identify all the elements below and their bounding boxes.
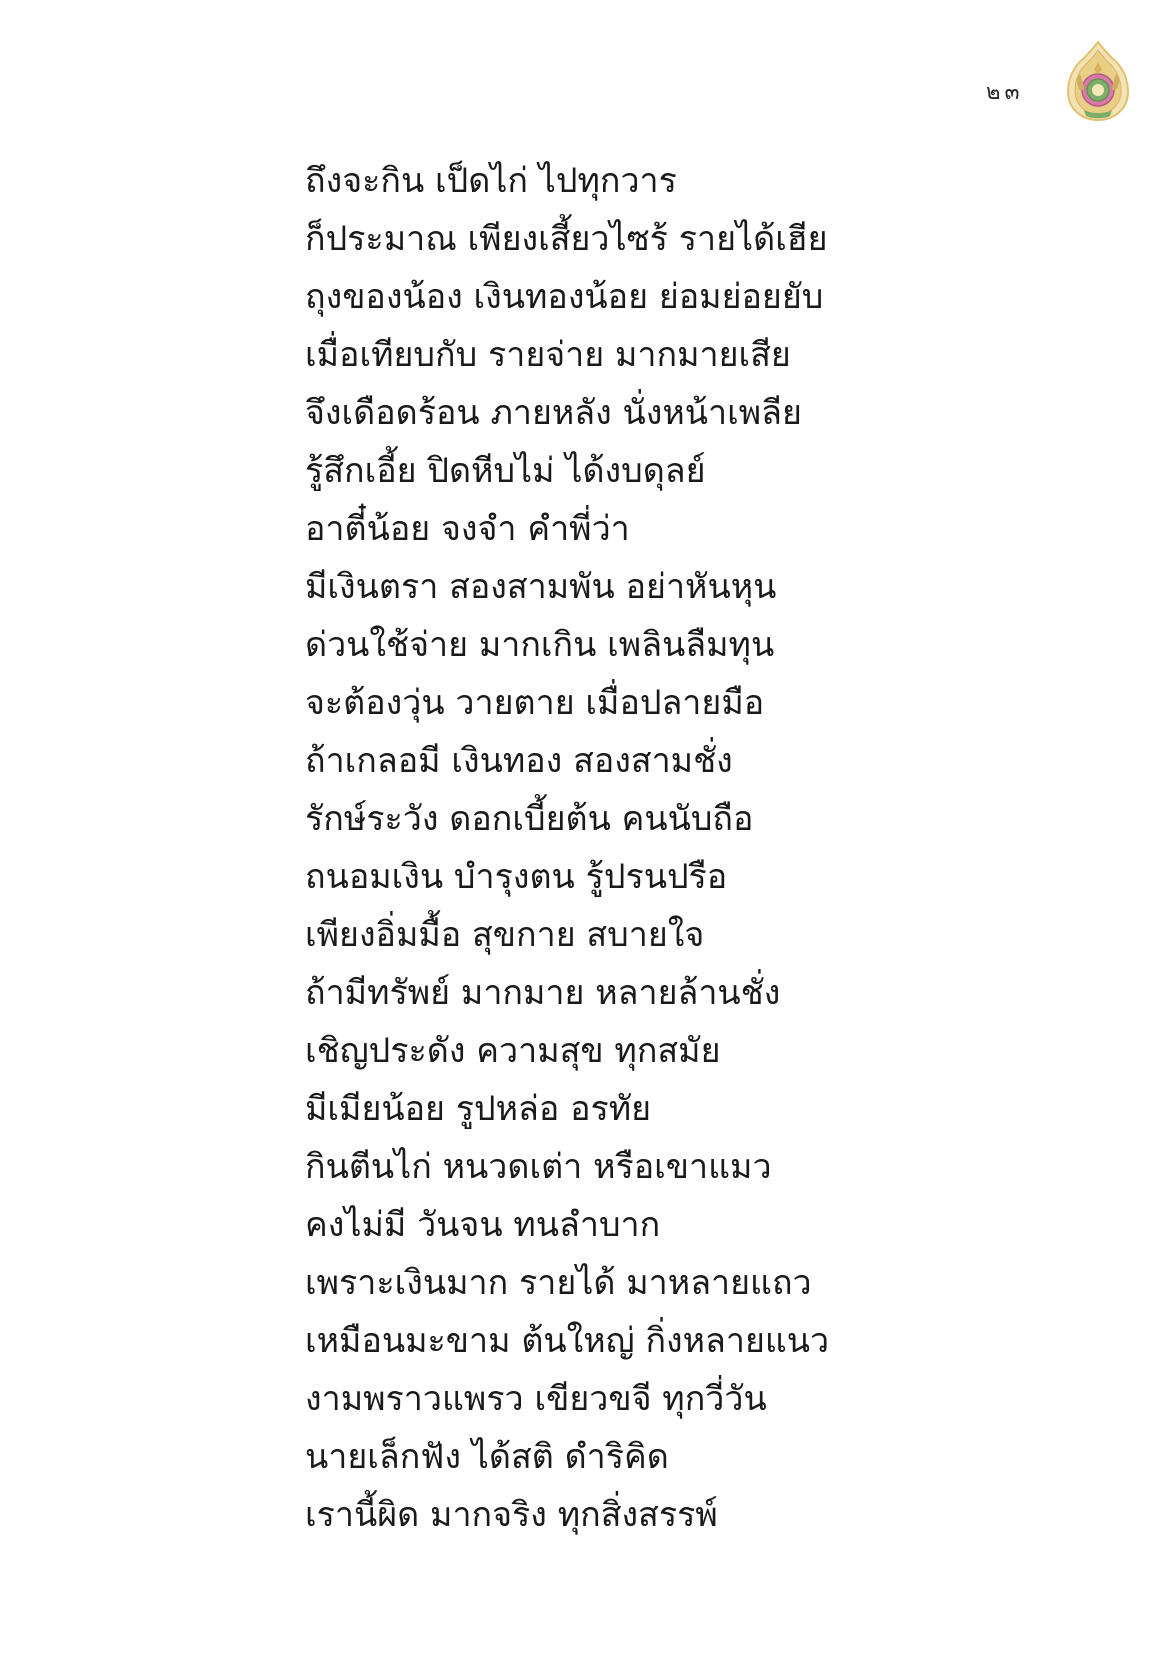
poem-line: เมื่อเทียบกับ รายจ่าย มากมายเสีย xyxy=(305,335,791,375)
poem-line: มีเมียน้อย รูปหล่อ อรทัย xyxy=(305,1089,652,1129)
poem-line: ถ้าเกลอมี เงินทอง สองสามชั่ง xyxy=(305,741,733,781)
poem-line: ถนอมเงิน บำรุงตน รู้ปรนปรือ xyxy=(305,857,728,897)
poem-line: เพราะเงินมาก รายได้ มาหลายแถว xyxy=(305,1263,812,1303)
emblem-seal-icon xyxy=(1062,40,1134,122)
poem-body xyxy=(305,152,829,1544)
poem-line: นายเล็กฟัง ได้สติ ดำริคิด xyxy=(305,1437,669,1477)
poem-line: ถุงของน้อง เงินทองน้อย ย่อมย่อยยับ xyxy=(305,277,824,317)
poem-line: รู้สึกเอี้ย ปิดหีบไม่ ได้งบดุลย์ xyxy=(305,451,706,491)
poem-line: เหมือนมะขาม ต้นใหญ่ กิ่งหลายแนว xyxy=(305,1321,830,1361)
poem-line: จะต้องวุ่น วายตาย เมื่อปลายมือ xyxy=(305,683,765,723)
poem-line: มีเงินตรา สองสามพัน อย่าหันหุน xyxy=(305,567,777,607)
poem-line: เพียงอิ่มมื้อ สุขกาย สบายใจ xyxy=(305,915,705,955)
poem-line: เชิญประดัง ความสุข ทุกสมัย xyxy=(305,1031,721,1071)
poem-line: ก็ประมาณ เพียงเสี้ยวไซร้ รายได้เฮีย xyxy=(305,219,828,259)
page-number: ๒๓ xyxy=(986,80,1024,105)
poem-line: คงไม่มี วันจน ทนลำบาก xyxy=(305,1205,661,1245)
poem-line: งามพราวแพรว เขียวขจี ทุกวี่วัน xyxy=(305,1379,767,1419)
poem-line: จึงเดือดร้อน ภายหลัง นั่งหน้าเพลีย xyxy=(305,393,802,433)
poem-line: รักษ์ระวัง ดอกเบี้ยต้น คนนับถือ xyxy=(305,799,754,839)
poem-line: กินตีนไก่ หนวดเต่า หรือเขาแมว xyxy=(305,1147,772,1187)
poem-line: อาตี๋น้อย จงจำ คำพี่ว่า xyxy=(305,509,630,549)
poem-line: ด่วนใช้จ่าย มากเกิน เพลินลืมทุน xyxy=(305,625,775,665)
poem-line: ถ้ามีทรัพย์ มากมาย หลายล้านชั่ง xyxy=(305,973,781,1013)
poem-line: ถึงจะกิน เป็ดไก่ ไปทุกวาร xyxy=(305,161,677,201)
poem-line: เรานี้ผิด มากจริง ทุกสิ่งสรรพ์ xyxy=(305,1495,718,1535)
